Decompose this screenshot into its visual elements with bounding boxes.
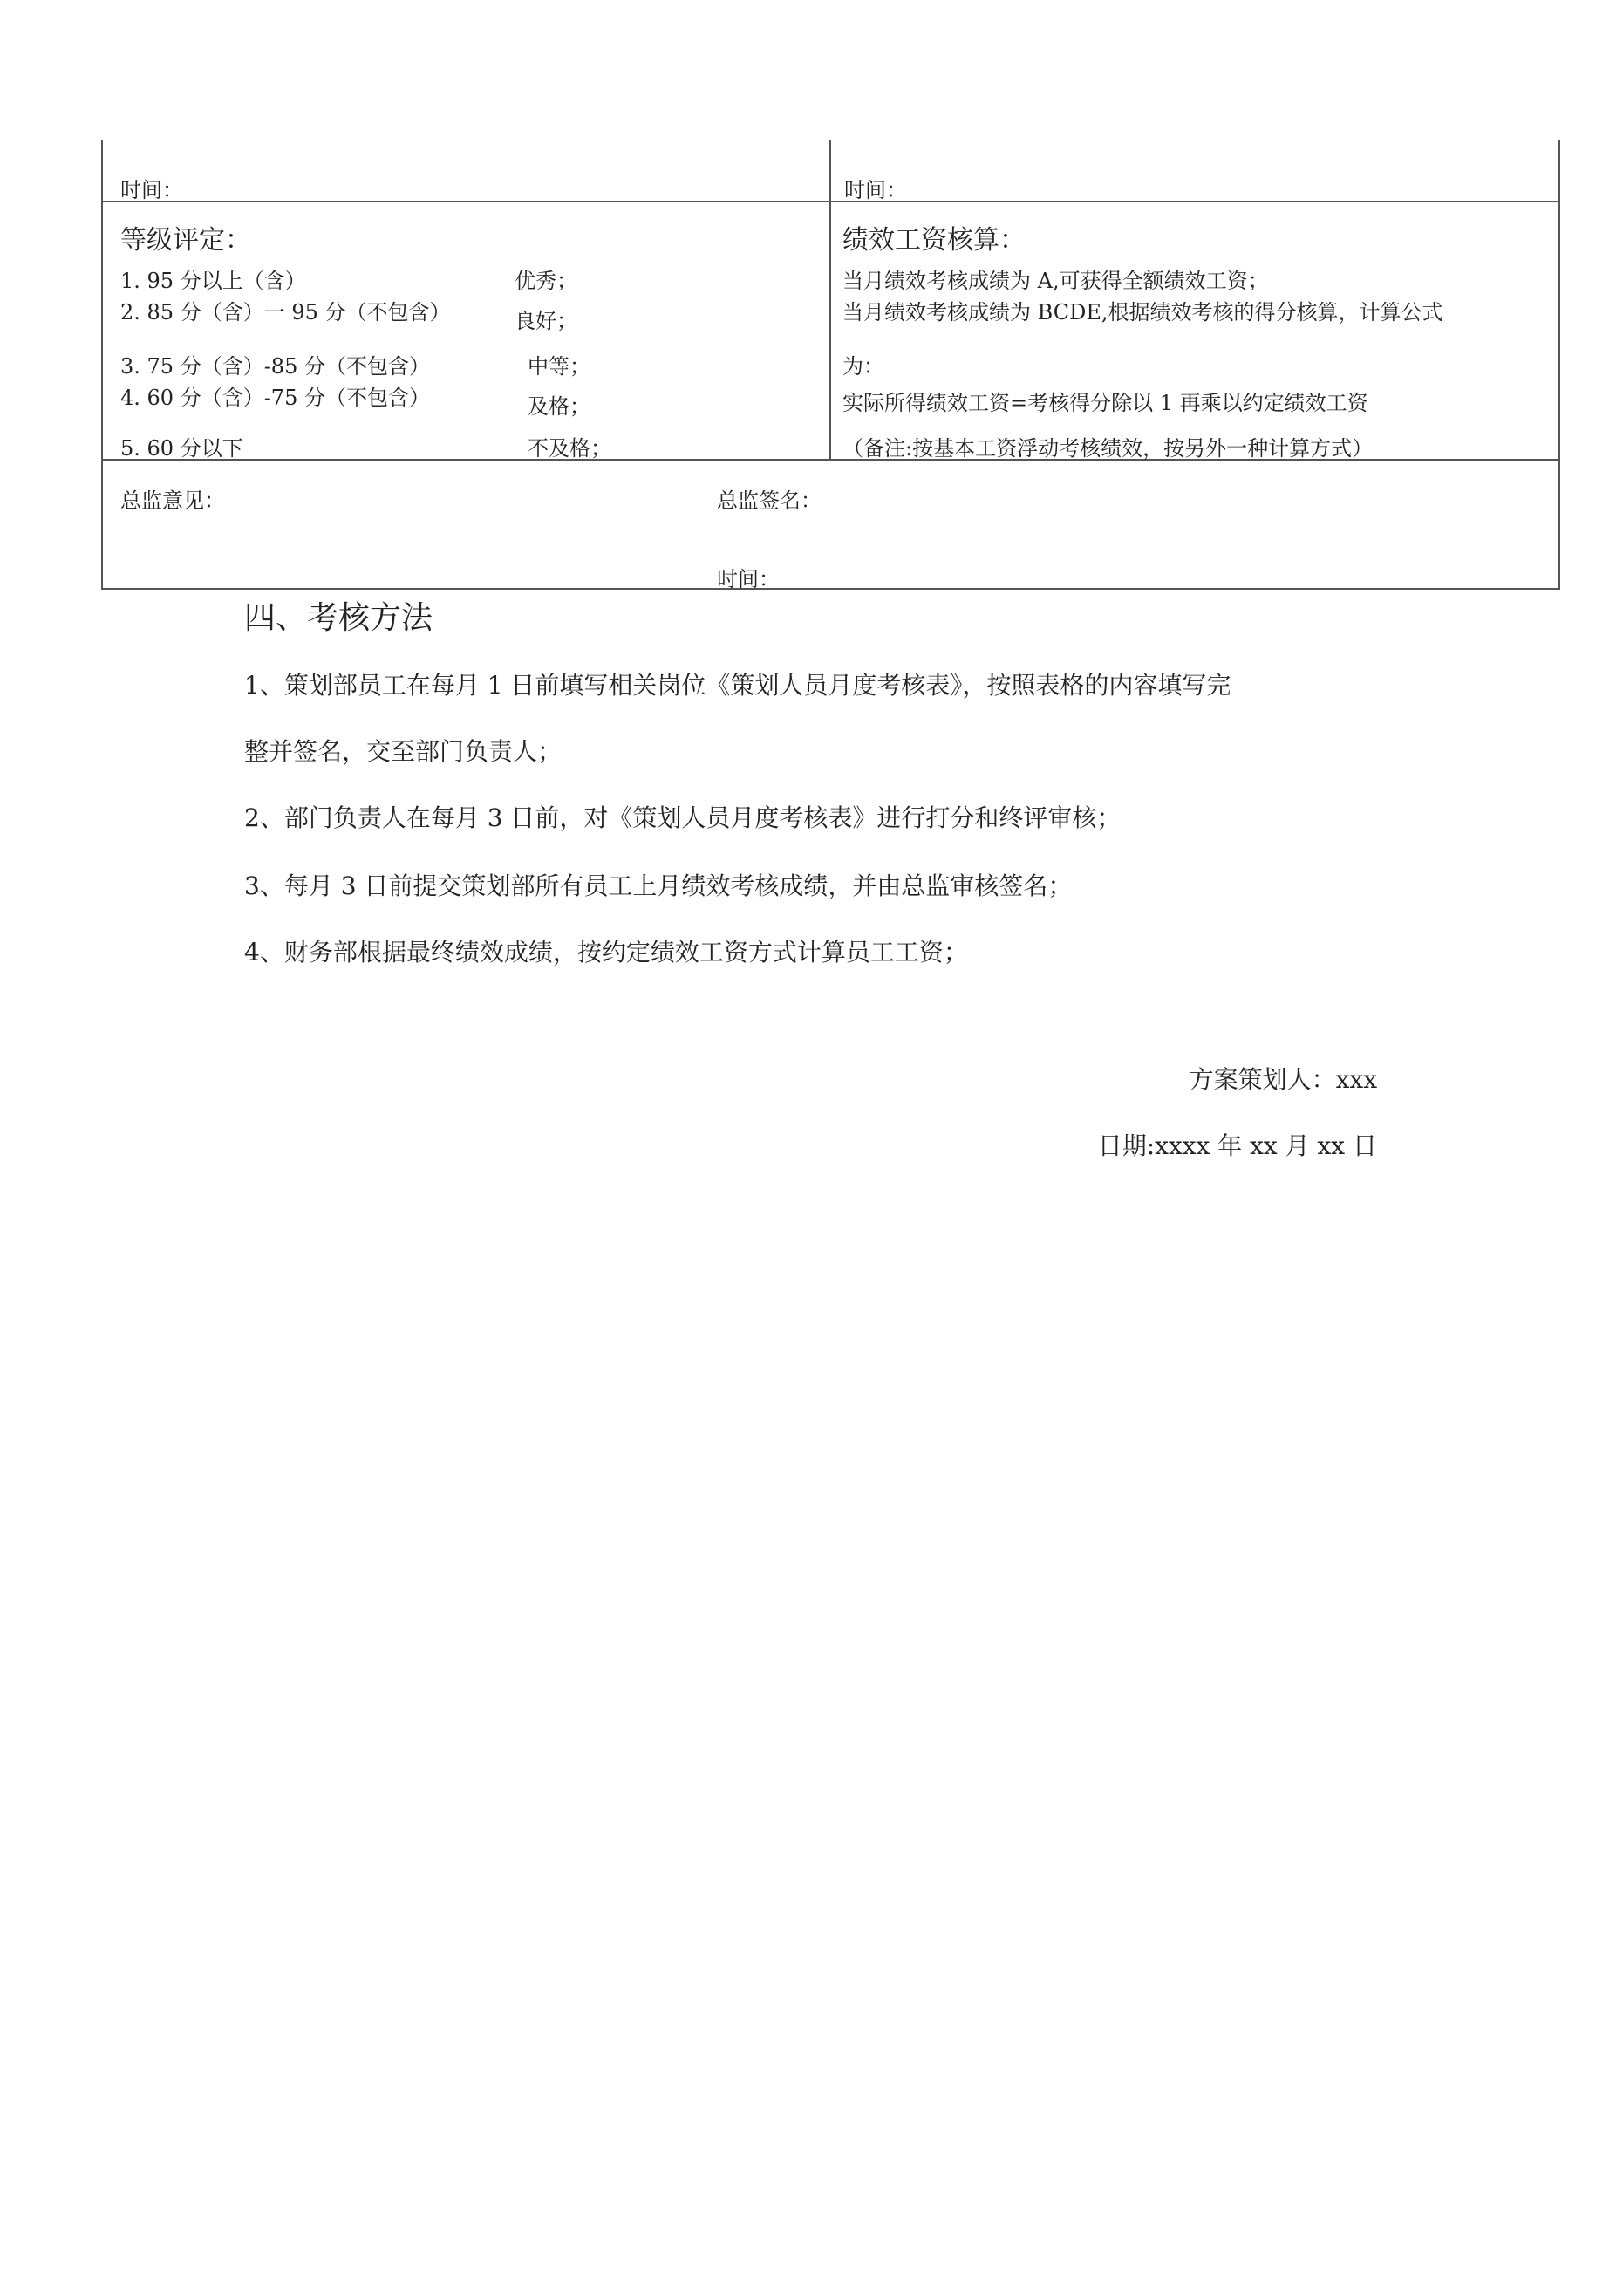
planner-signature: 方案策划人：xxx [1189, 1065, 1377, 1094]
paragraph-1-cont: 整并签名，交至部门负责人； [244, 737, 563, 766]
salary-line-3: 为： [842, 354, 884, 379]
table-right-border [1558, 140, 1560, 590]
grade-level-4: 及格； [528, 394, 590, 419]
table-mid-divider [829, 140, 831, 459]
grade-range-4: 4. 60 分（含）-75 分（不包含） [120, 386, 430, 410]
table-left-border [101, 140, 103, 590]
grade-level-1: 优秀； [515, 269, 577, 293]
salary-line-1: 当月绩效考核成绩为 A,可获得全额绩效工资； [842, 269, 1269, 293]
table-bottom-border [101, 588, 1560, 590]
paragraph-3: 3、每月 3 日前提交策划部所有员工上月绩效考核成绩，并由总监审核签名； [244, 871, 1073, 900]
section-title: 四、考核方法 [244, 600, 433, 636]
grade-level-5: 不及格； [528, 436, 611, 461]
director-time-label: 时间： [717, 567, 780, 591]
right-time-label: 时间： [844, 178, 907, 202]
director-opinion-label: 总监意见： [120, 489, 225, 513]
paragraph-2: 2、部门负责人在每月 3 日前，对《策划人员月度考核表》进行打分和终评审核； [244, 803, 1122, 832]
paragraph-4: 4、财务部根据最终绩效成绩，按约定绩效工资方式计算员工工资； [244, 938, 968, 967]
salary-heading: 绩效工资核算： [842, 225, 1026, 256]
grade-level-2: 良好； [515, 309, 577, 333]
paragraph-1: 1、策划部员工在每月 1 日前填写相关岗位《策划人员月度考核表》，按照表格的内容填写完 [244, 671, 1231, 700]
grade-heading: 等级评定： [120, 225, 251, 256]
grade-range-5: 5. 60 分以下 [120, 436, 243, 461]
salary-line-4: 实际所得绩效工资=考核得分除以 1 再乘以约定绩效工资 [842, 391, 1368, 415]
grade-range-1: 1. 95 分以上（含） [120, 269, 306, 293]
grade-level-3: 中等； [528, 354, 590, 379]
table-row-divider-1 [101, 201, 1560, 202]
grade-range-3: 3. 75 分（含）-85 分（不包含） [120, 354, 430, 379]
document-date: 日期:xxxx 年 xx 月 xx 日 [1097, 1131, 1377, 1160]
grade-range-2: 2. 85 分（含）一 95 分（不包含） [120, 300, 451, 325]
left-time-label: 时间： [120, 178, 183, 202]
salary-line-5: （备注:按基本工资浮动考核绩效，按另外一种计算方式） [842, 436, 1374, 461]
salary-line-2: 当月绩效考核成绩为 BCDE,根据绩效考核的得分核算，计算公式 [842, 300, 1443, 325]
director-signature-label: 总监签名： [717, 489, 822, 513]
